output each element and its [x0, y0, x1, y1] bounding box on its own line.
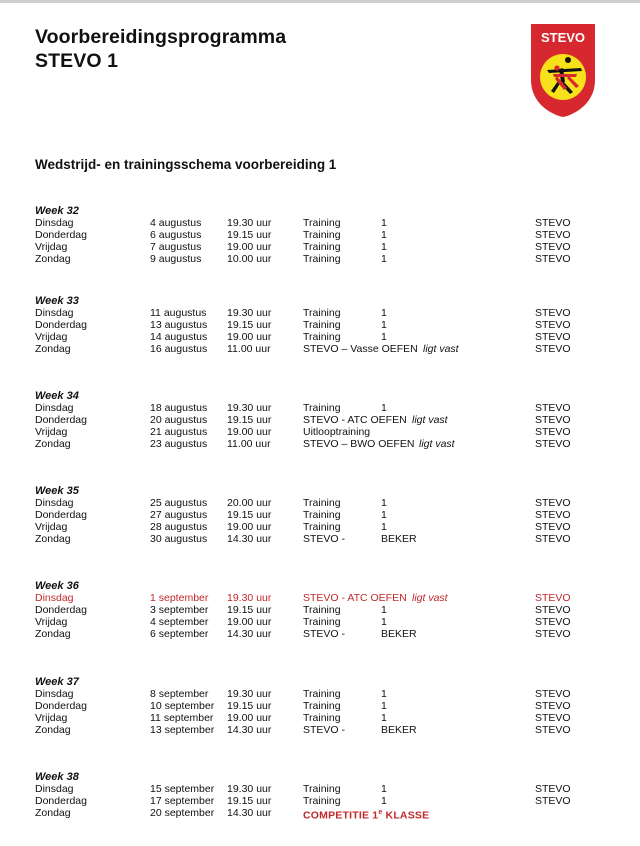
- row-team: STEVO: [535, 331, 571, 343]
- week-block: [35, 295, 595, 355]
- row-date: 13 september: [150, 724, 215, 736]
- row-date: 10 september: [150, 700, 215, 712]
- row-team: STEVO: [535, 414, 571, 426]
- row-num: 1: [381, 688, 387, 700]
- row-time: 19.00 uur: [227, 331, 272, 343]
- schedule-row: [35, 307, 595, 319]
- row-day: Donderdag: [35, 604, 87, 616]
- row-date: 23 augustus: [150, 438, 208, 450]
- row-date: 11 augustus: [150, 307, 207, 319]
- row-team: STEVO: [535, 521, 571, 533]
- row-time: 19.00 uur: [227, 712, 272, 724]
- row-day: Dinsdag: [35, 688, 74, 700]
- row-note: ligt vast: [412, 592, 448, 604]
- row-date: 6 september: [150, 628, 209, 640]
- row-activity: STEVO -: [303, 724, 346, 736]
- stevo-logo-icon: [527, 22, 599, 118]
- schedule-row: [35, 783, 595, 795]
- schedule-row: [35, 604, 595, 616]
- row-day: Dinsdag: [35, 497, 74, 509]
- row-num: BEKER: [381, 724, 417, 736]
- schedule-row: [35, 319, 595, 331]
- row-day: Vrijdag: [35, 712, 68, 724]
- row-date: 28 augustus: [150, 521, 208, 533]
- schedule-row: [35, 533, 595, 545]
- row-num: 1: [381, 521, 387, 533]
- row-team: STEVO: [535, 700, 571, 712]
- schedule-row: [35, 592, 595, 604]
- row-date: 13 augustus: [150, 319, 208, 331]
- schedule-row: [35, 426, 595, 438]
- schedule-row: [35, 724, 595, 736]
- row-time: 19.30 uur: [227, 402, 272, 414]
- schedule-row: [35, 497, 595, 509]
- week-title: Week 32: [35, 205, 79, 217]
- row-date: 25 augustus: [150, 497, 208, 509]
- row-date: 16 augustus: [150, 343, 208, 355]
- row-day: Zondag: [35, 724, 71, 736]
- schedule-row: [35, 616, 595, 628]
- row-team: STEVO: [535, 688, 571, 700]
- row-day: Zondag: [35, 807, 71, 819]
- schedule-row: [35, 712, 595, 724]
- row-note: ligt vast: [423, 343, 459, 355]
- row-time: 19.15 uur: [227, 414, 272, 426]
- week-title: Week 35: [35, 485, 79, 497]
- row-team: STEVO: [535, 712, 571, 724]
- row-time: 14.30 uur: [227, 724, 272, 736]
- row-time: 19.15 uur: [227, 319, 272, 331]
- row-activity: STEVO -: [303, 628, 346, 640]
- row-time: 11.00 uur: [227, 438, 271, 450]
- title-line-2: STEVO 1: [35, 50, 119, 72]
- row-activity: Training: [303, 497, 341, 509]
- row-time: 14.30 uur: [227, 533, 272, 545]
- row-activity: Training: [303, 319, 341, 331]
- row-activity: Training: [303, 795, 341, 807]
- week-block: [35, 390, 595, 450]
- row-date: 20 augustus: [150, 414, 208, 426]
- row-day: Donderdag: [35, 795, 87, 807]
- row-date: 4 september: [150, 616, 209, 628]
- row-time: 20.00 uur: [227, 497, 272, 509]
- week-title: Week 33: [35, 295, 79, 307]
- row-day: Donderdag: [35, 414, 87, 426]
- page-title: [35, 25, 286, 73]
- row-activity: STEVO - ATC OEFEN: [303, 414, 407, 426]
- top-border: [0, 0, 640, 3]
- row-activity: STEVO – Vasse OEFEN: [303, 343, 418, 355]
- row-date: 9 augustus: [150, 253, 202, 265]
- row-activity: Training: [303, 331, 341, 343]
- row-day: Donderdag: [35, 319, 87, 331]
- row-day: Vrijdag: [35, 616, 68, 628]
- row-activity: Training: [303, 307, 341, 319]
- row-team: STEVO: [535, 628, 571, 640]
- schedule-row: [35, 795, 595, 807]
- schedule-row: [35, 414, 595, 426]
- row-activity: STEVO – BWO OEFEN: [303, 438, 415, 450]
- row-activity: Training: [303, 700, 341, 712]
- schedule-row: [35, 253, 595, 265]
- row-num: 1: [381, 307, 387, 319]
- row-num: 1: [381, 229, 387, 241]
- row-activity: Training: [303, 509, 341, 521]
- row-team: STEVO: [535, 509, 571, 521]
- row-date: 30 augustus: [150, 533, 208, 545]
- schedule-row: [35, 521, 595, 533]
- row-time: 19.30 uur: [227, 217, 272, 229]
- row-time: 19.30 uur: [227, 592, 272, 604]
- schedule-row: [35, 402, 595, 414]
- row-num: 1: [381, 217, 387, 229]
- schedule-row: [35, 343, 595, 355]
- row-time: 19.30 uur: [227, 307, 272, 319]
- row-note: ligt vast: [419, 438, 455, 450]
- row-date: 21 augustus: [150, 426, 208, 438]
- row-day: Vrijdag: [35, 426, 68, 438]
- row-team: STEVO: [535, 616, 571, 628]
- schedule-subtitle: Wedstrijd- en trainingsschema voorbereiding 1: [35, 157, 337, 172]
- row-date: 3 september: [150, 604, 209, 616]
- row-date: 17 september: [150, 795, 215, 807]
- week-title: Week 36: [35, 580, 79, 592]
- row-date: 14 augustus: [150, 331, 208, 343]
- row-day: Zondag: [35, 628, 71, 640]
- row-date: 27 augustus: [150, 509, 208, 521]
- row-time: 14.30 uur: [227, 628, 272, 640]
- row-date: 4 augustus: [150, 217, 202, 229]
- row-activity: Training: [303, 521, 341, 533]
- row-time: 19.15 uur: [227, 604, 272, 616]
- row-time: 19.30 uur: [227, 688, 272, 700]
- schedule-row: [35, 807, 595, 822]
- row-team: STEVO: [535, 592, 571, 604]
- row-day: Dinsdag: [35, 307, 74, 319]
- row-team: STEVO: [535, 253, 571, 265]
- row-team: STEVO: [535, 307, 571, 319]
- row-time: 19.15 uur: [227, 229, 272, 241]
- row-time: 19.00 uur: [227, 241, 272, 253]
- schedule-row: [35, 509, 595, 521]
- schedule-row: [35, 700, 595, 712]
- row-team: STEVO: [535, 604, 571, 616]
- row-day: Donderdag: [35, 509, 87, 521]
- week-block: [35, 485, 595, 545]
- row-num: 1: [381, 241, 387, 253]
- row-time: 19.00 uur: [227, 426, 272, 438]
- schedule-row: [35, 438, 595, 450]
- schedule-row: [35, 217, 595, 229]
- row-num: 1: [381, 509, 387, 521]
- row-time: 10.00 uur: [227, 253, 272, 265]
- row-date: 18 augustus: [150, 402, 208, 414]
- row-team: STEVO: [535, 319, 571, 331]
- schedule-row: [35, 229, 595, 241]
- row-team: STEVO: [535, 241, 571, 253]
- row-time: 19.00 uur: [227, 616, 272, 628]
- row-day: Donderdag: [35, 700, 87, 712]
- row-num: 1: [381, 402, 387, 414]
- row-num: 1: [381, 319, 387, 331]
- week-title: Week 34: [35, 390, 79, 402]
- row-num: BEKER: [381, 533, 417, 545]
- row-day: Dinsdag: [35, 592, 74, 604]
- week-block: [35, 205, 595, 265]
- row-note: ligt vast: [412, 414, 448, 426]
- row-activity: Training: [303, 402, 341, 414]
- week-block: [35, 771, 595, 822]
- row-day: Zondag: [35, 253, 71, 265]
- row-activity: Training: [303, 688, 341, 700]
- row-num: 1: [381, 783, 387, 795]
- row-day: Zondag: [35, 438, 71, 450]
- row-team: STEVO: [535, 343, 571, 355]
- title-line-1: Voorbereidingsprogramma: [35, 26, 287, 48]
- row-num: 1: [381, 497, 387, 509]
- row-num: 1: [381, 253, 387, 265]
- row-team: STEVO: [535, 795, 571, 807]
- row-activity: STEVO - ATC OEFEN: [303, 592, 407, 604]
- row-team: STEVO: [535, 217, 571, 229]
- week-block: [35, 676, 595, 736]
- row-activity: Training: [303, 241, 341, 253]
- row-time: 19.00 uur: [227, 521, 272, 533]
- row-day: Dinsdag: [35, 217, 74, 229]
- row-day: Vrijdag: [35, 521, 68, 533]
- row-num: BEKER: [381, 628, 417, 640]
- row-num: 1: [381, 331, 387, 343]
- row-time: 14.30 uur: [227, 807, 272, 819]
- row-num: 1: [381, 795, 387, 807]
- row-team: STEVO: [535, 402, 571, 414]
- row-day: Dinsdag: [35, 783, 74, 795]
- row-date: 20 september: [150, 807, 215, 819]
- schedule-row: [35, 241, 595, 253]
- row-activity: Training: [303, 604, 341, 616]
- row-activity: STEVO -: [303, 533, 346, 545]
- row-team: STEVO: [535, 426, 571, 438]
- row-activity: COMPETITIE 1e KLASSE: [303, 809, 430, 822]
- row-date: 8 september: [150, 688, 209, 700]
- row-day: Vrijdag: [35, 331, 68, 343]
- row-time: 19.15 uur: [227, 700, 272, 712]
- row-num: 1: [381, 616, 387, 628]
- row-activity: Training: [303, 712, 341, 724]
- row-activity: Training: [303, 217, 341, 229]
- week-block: [35, 580, 595, 640]
- schedule-row: [35, 688, 595, 700]
- row-date: 11 september: [150, 712, 214, 724]
- week-title: Week 38: [35, 771, 79, 783]
- row-time: 11.00 uur: [227, 343, 271, 355]
- row-activity: Training: [303, 616, 341, 628]
- row-date: 7 augustus: [150, 241, 202, 253]
- row-activity: Training: [303, 783, 341, 795]
- row-time: 19.30 uur: [227, 783, 272, 795]
- row-day: Donderdag: [35, 229, 87, 241]
- row-team: STEVO: [535, 438, 571, 450]
- row-team: STEVO: [535, 229, 571, 241]
- week-title: Week 37: [35, 676, 79, 688]
- row-day: Zondag: [35, 533, 71, 545]
- row-date: 1 september: [150, 592, 209, 604]
- row-num: 1: [381, 712, 387, 724]
- row-team: STEVO: [535, 783, 571, 795]
- row-day: Zondag: [35, 343, 71, 355]
- row-num: 1: [381, 700, 387, 712]
- row-day: Dinsdag: [35, 402, 74, 414]
- row-activity: Uitlooptraining: [303, 426, 371, 438]
- row-team: STEVO: [535, 533, 571, 545]
- row-time: 19.15 uur: [227, 509, 272, 521]
- row-activity: Training: [303, 229, 341, 241]
- row-num: 1: [381, 604, 387, 616]
- row-activity: Training: [303, 253, 341, 265]
- logo-text: STEVO: [540, 30, 586, 45]
- row-team: STEVO: [535, 724, 571, 736]
- schedule-row: [35, 628, 595, 640]
- row-date: 6 augustus: [150, 229, 202, 241]
- schedule-row: [35, 331, 595, 343]
- row-time: 19.15 uur: [227, 795, 272, 807]
- row-date: 15 september: [150, 783, 215, 795]
- row-team: STEVO: [535, 497, 571, 509]
- row-day: Vrijdag: [35, 241, 68, 253]
